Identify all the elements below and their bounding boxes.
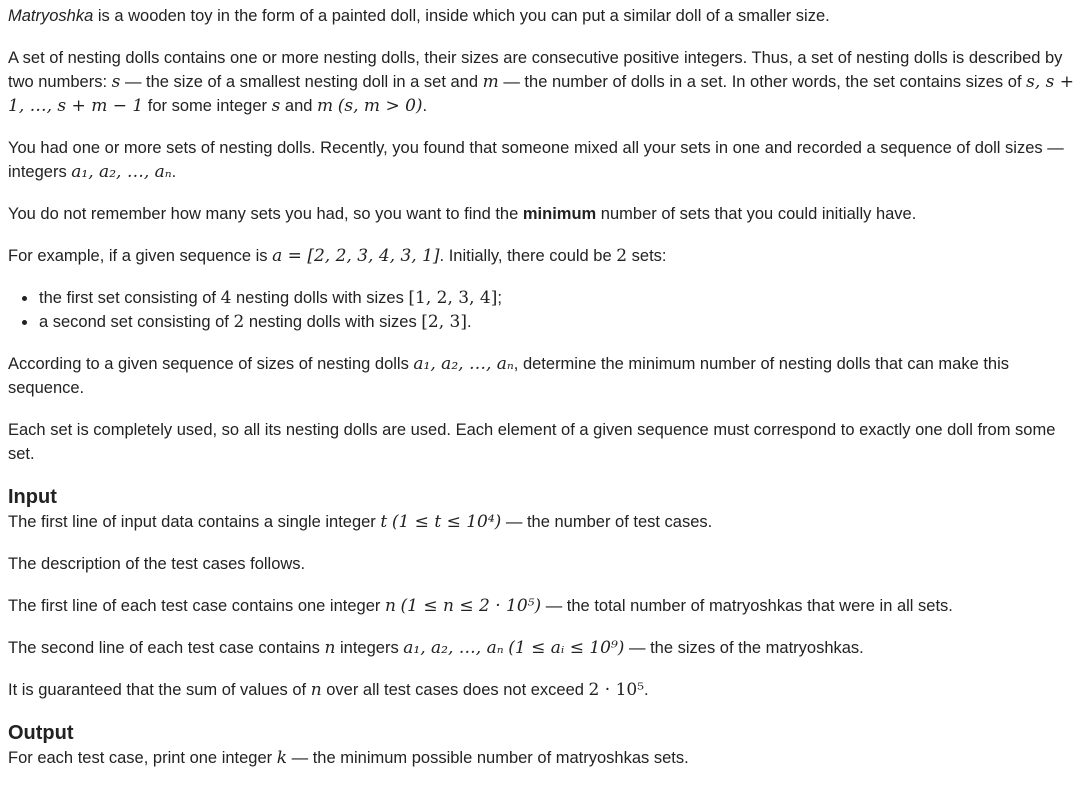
var-s: s <box>271 96 281 116</box>
math-condition: (1 ≤ t ≤ 10⁴) <box>391 512 502 532</box>
var-n: n <box>324 638 336 658</box>
math-example-array: a = [2, 2, 3, 4, 3, 1] <box>272 246 440 266</box>
input-section-title: Input <box>8 486 57 508</box>
input-section <box>8 510 1082 702</box>
input-line-1: The first line of input data contains a single integer t (1 ≤ t ≤ 10⁴) — the number of test cases. <box>8 512 713 532</box>
sets-paragraph: A set of nesting dolls contains one or more nesting dolls, their sizes are consecutive positive integers. Thus, a set of nesting dolls is described by two numbers: s — the size of a smallest nesting doll in a set and m — the number of dolls in a set. In other words, the set contains sizes of s, s + 1, …, s + m − 1 for some integer s and m (s, m > 0). <box>8 49 1075 116</box>
input-line-2: The description of the test cases follows. <box>8 555 306 573</box>
example-sets-list <box>8 286 1082 334</box>
math-limit: 2 · 10⁵ <box>588 680 645 700</box>
output-line-1: For each test case, print one integer k — the minimum possible number of matryoshkas sets. <box>8 748 689 768</box>
math-range: s, s + 1, …, s + m − 1 <box>8 72 1075 116</box>
math-array: [1, 2, 3, 4] <box>408 288 498 308</box>
math-array: [2, 3] <box>421 312 467 332</box>
math-number: 2 <box>616 246 628 266</box>
math-condition: (s, m > 0) <box>337 96 423 116</box>
goal-paragraph: You do not remember how many sets you had, so you want to find the minimum number of sets that you could initially have. <box>8 205 917 223</box>
math-sequence: a₁, a₂, …, aₙ <box>413 354 514 374</box>
input-line-3: The first line of each test case contains one integer n (1 ≤ n ≤ 2 · 10⁵) — the total number of matryoshkas that were in all sets. <box>8 596 953 616</box>
input-line-5: It is guaranteed that the sum of values of n over all test cases does not exceed 2 · 10⁵. <box>8 680 649 700</box>
list-item: • the first set consisting of 4 nesting dolls with sizes [1, 2, 3, 4]; <box>38 286 1082 310</box>
mixed-paragraph: You had one or more sets of nesting dolls. Recently, you found that someone mixed all your sets in one and recorded a sequence of doll sizes — integers a₁, a₂, …, aₙ. <box>8 139 1064 182</box>
var-n: n <box>384 596 396 616</box>
var-k: k <box>276 748 288 768</box>
var-s: s <box>111 72 121 92</box>
bold-minimum: minimum <box>522 205 597 223</box>
output-section-title: Output <box>8 722 74 744</box>
list-item: • a second set consisting of 2 nesting dolls with sizes [2, 3]. <box>38 310 1082 334</box>
math-condition: (1 ≤ aᵢ ≤ 10⁹) <box>508 638 625 658</box>
var-n: n <box>310 680 322 700</box>
term-matryoshka: Matryoshka <box>8 7 94 25</box>
var-m: m <box>482 72 499 92</box>
determine-paragraph: According to a given sequence of sizes of nesting dolls a₁, a₂, …, aₙ, determine the minimum number of nesting dolls that can make this sequence. <box>8 354 1010 397</box>
output-section <box>8 746 1082 770</box>
math-number: 2 <box>233 312 245 332</box>
math-sequence: a₁, a₂, …, aₙ <box>403 638 504 658</box>
math-condition: (1 ≤ n ≤ 2 · 10⁵) <box>400 596 542 616</box>
math-number: 4 <box>220 288 232 308</box>
intro-paragraph: Matryoshka is a wooden toy in the form of a painted doll, inside which you can put a similar doll of a smaller size. <box>8 7 830 25</box>
var-m: m <box>317 96 334 116</box>
input-line-4: The second line of each test case contains n integers a₁, a₂, …, aₙ (1 ≤ aᵢ ≤ 10⁹) — the sizes of the matryoshkas. <box>8 638 864 658</box>
complete-paragraph: Each set is completely used, so all its nesting dolls are used. Each element of a given sequence must correspond to exactly one doll from some set. <box>8 421 1056 463</box>
var-t: t <box>380 512 388 532</box>
math-sequence: a₁, a₂, …, aₙ <box>71 162 172 182</box>
example-paragraph: For example, if a given sequence is a = [2, 2, 3, 4, 3, 1]. Initially, there could be 2 sets: <box>8 246 667 266</box>
